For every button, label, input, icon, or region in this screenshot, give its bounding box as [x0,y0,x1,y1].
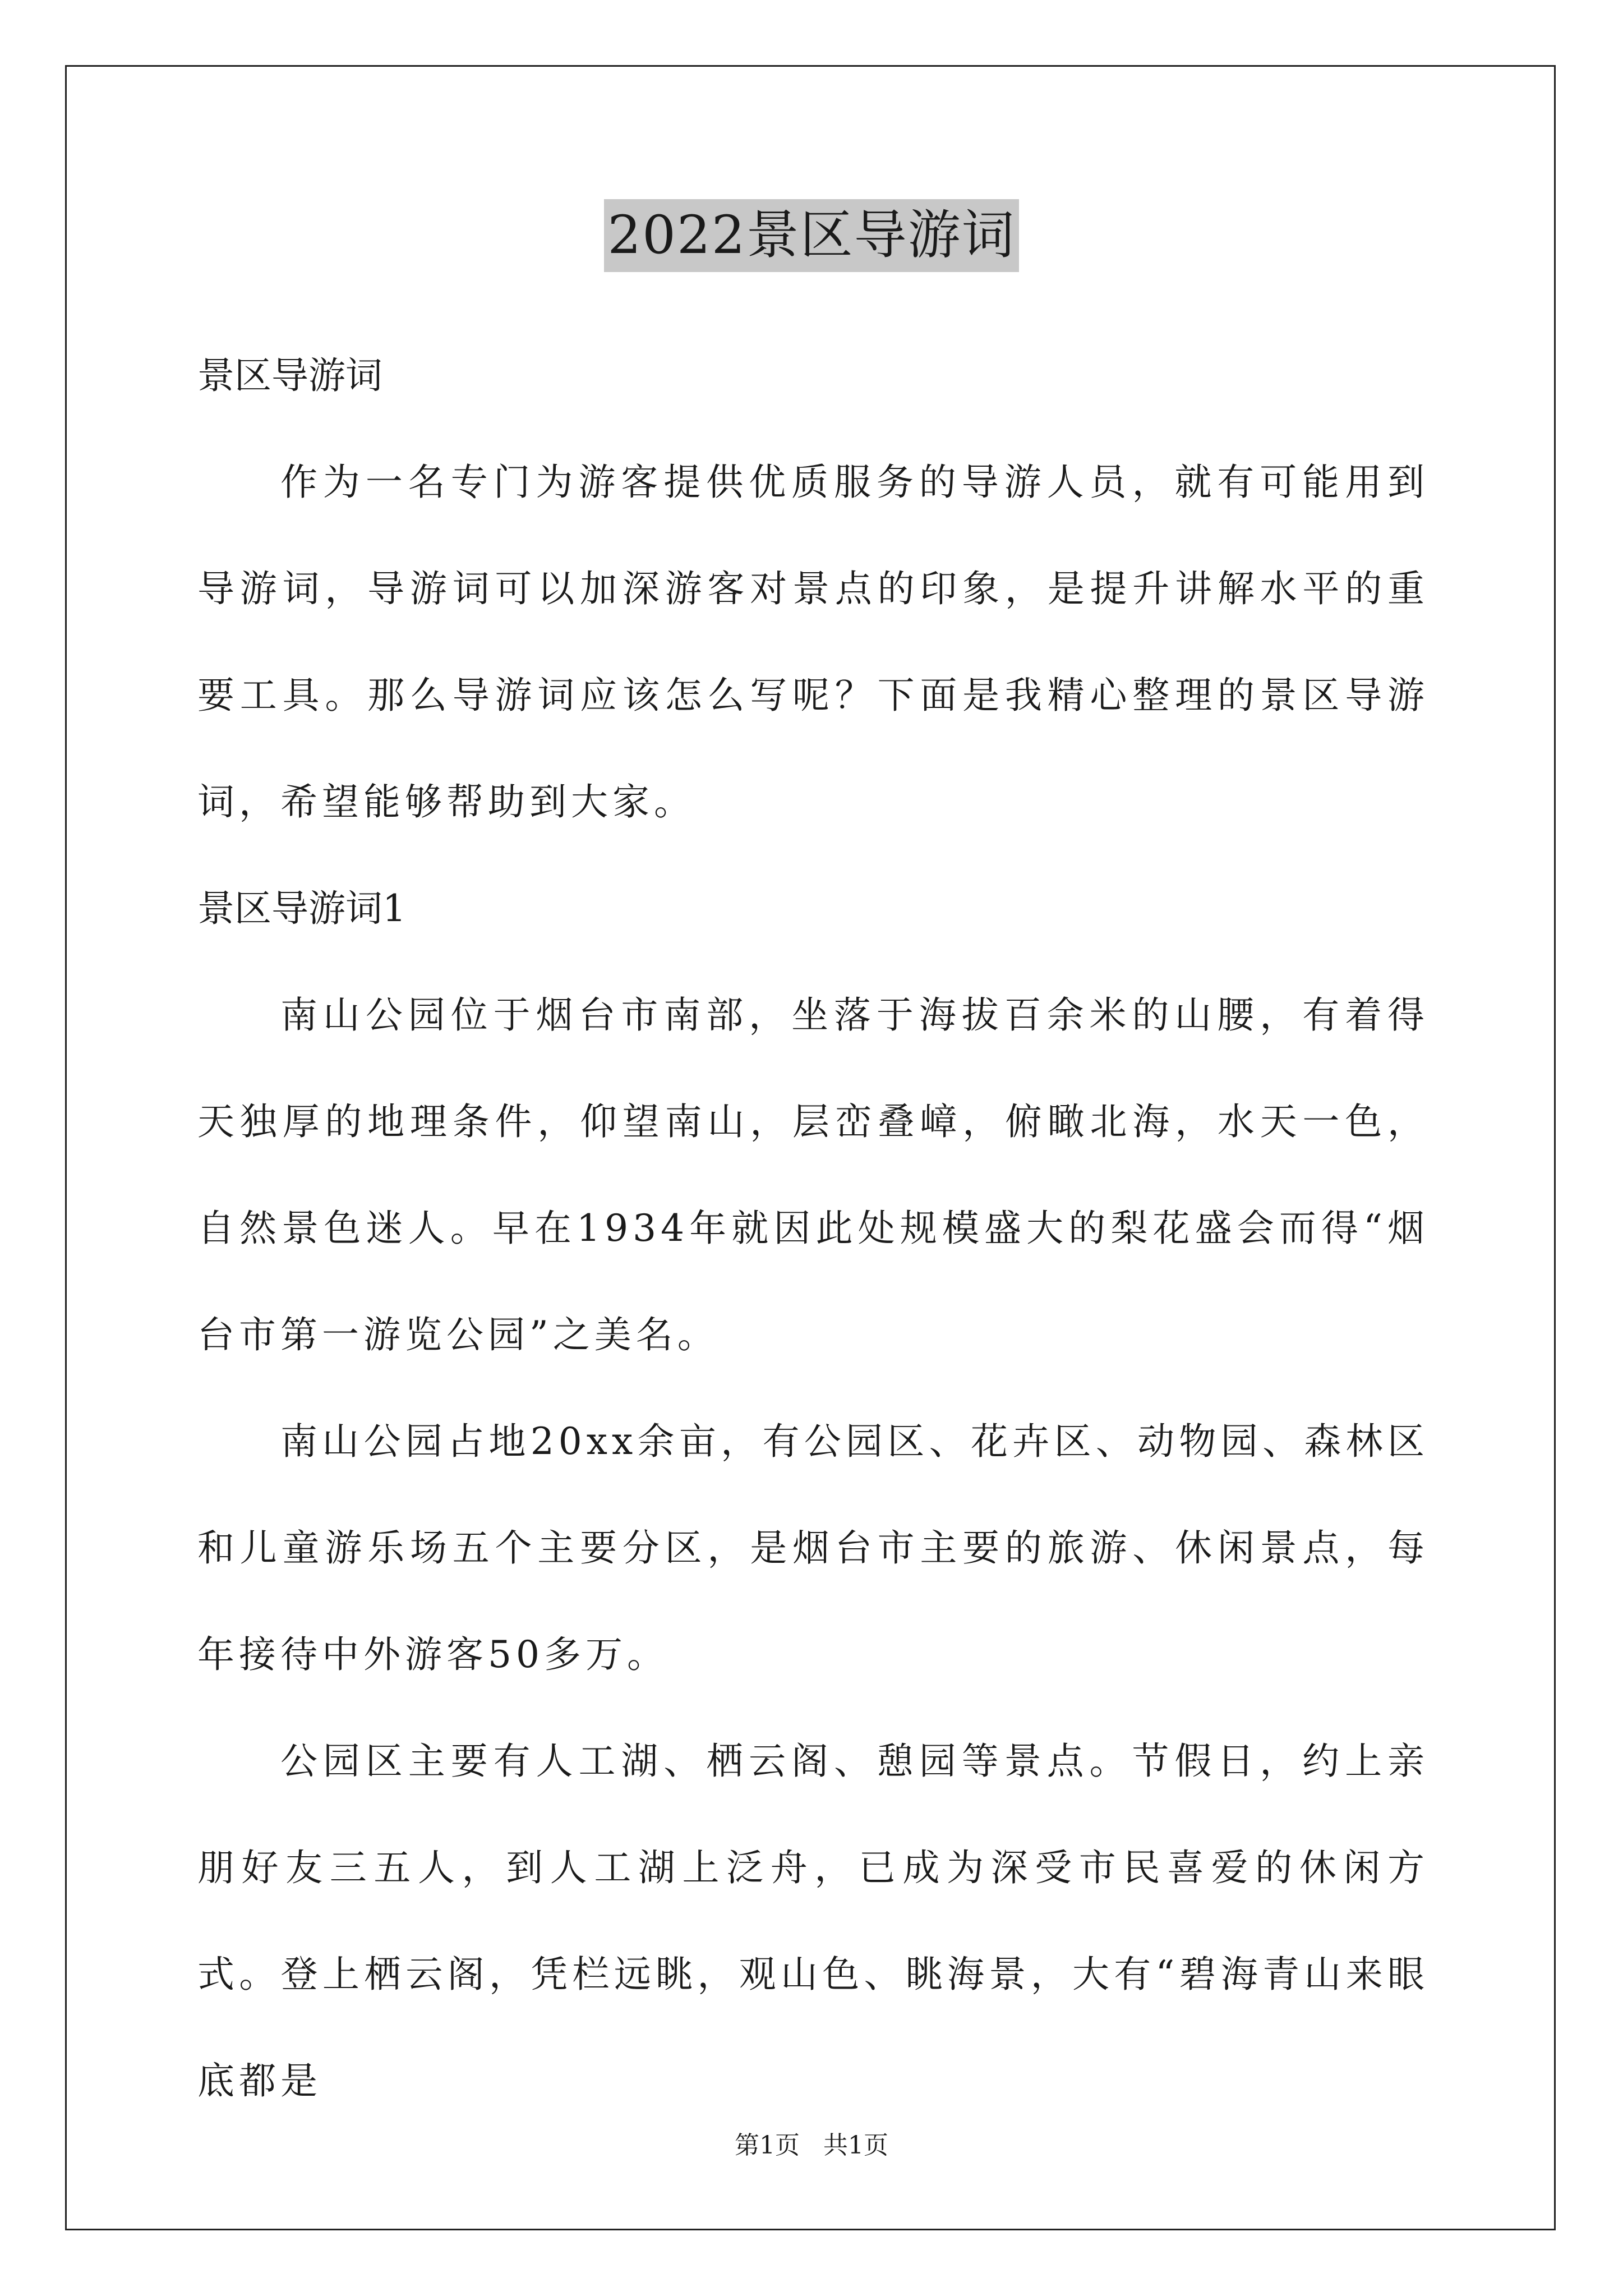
document-body [197,323,1429,2134]
page-footer: 第1页 共1页 [735,2131,888,2160]
paragraph: 南山公园位于烟台市南部，坐落于海拔百余米的山腰，有着得天独厚的地理条件，仰望南山，层峦叠嶂，俯瞰北海，水天一色，自然景色迷人。早在1934年就因此处规模盛大的梨花盛会而得“烟台市第一游览公园”之美名。 [197,993,1429,1356]
section-heading: 景区导游词 [197,354,382,397]
document-title: 2022景区导游词 [604,199,1018,272]
paragraph: 南山公园占地20xx余亩，有公园区、花卉区、动物园、森林区和儿童游乐场五个主要分区，是烟台市主要的旅游、休闲景点，每年接待中外游客50多万。 [197,1420,1429,1676]
paragraph: 作为一名专门为游客提供优质服务的导游人员，就有可能用到导游词，导游词可以加深游客对景点的印象，是提升讲解水平的重要工具。那么导游词应该怎么写呢？下面是我精心整理的景区导游词，希望能够帮助到大家。 [197,461,1429,823]
paragraph: 公园区主要有人工湖、栖云阁、憩园等景点。节假日，约上亲朋好友三五人，到人工湖上泛舟，已成为深受市民喜爱的休闲方式。登上栖云阁，凭栏远眺，观山色、眺海景，大有“碧海青山来眼底都是 [197,1740,1429,2102]
section-heading: 景区导游词1 [197,887,406,930]
title-area [0,199,1623,272]
